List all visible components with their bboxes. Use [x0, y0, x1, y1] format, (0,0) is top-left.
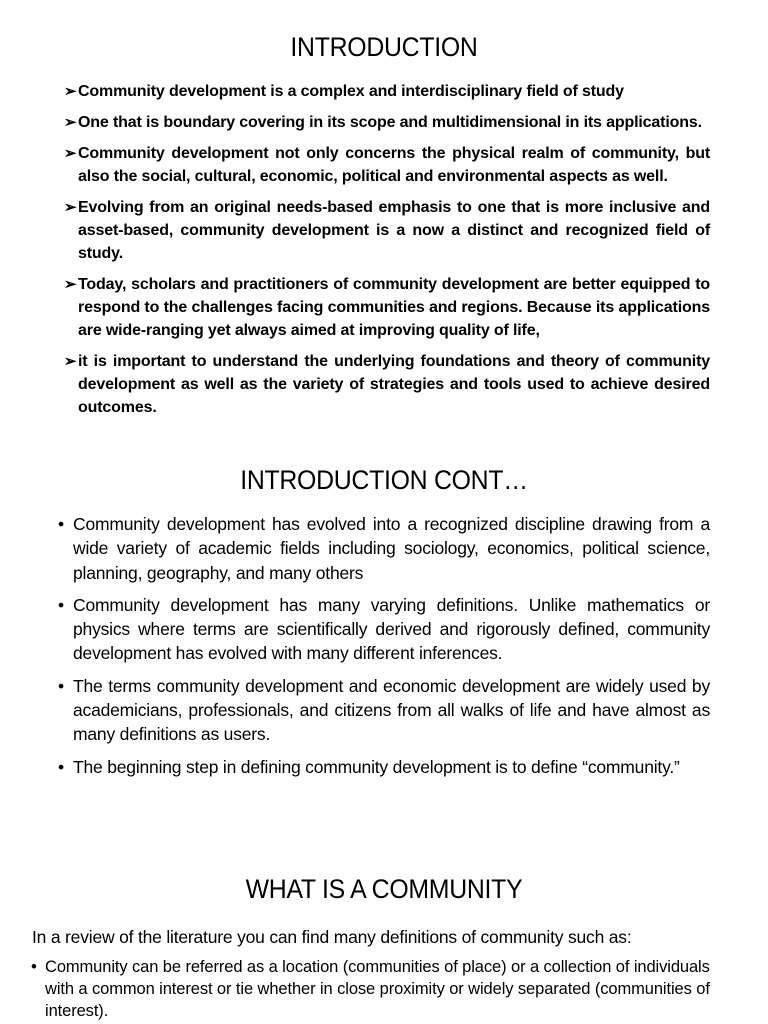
introduction-cont-list [58, 512, 710, 787]
list-item [64, 196, 710, 265]
list-item-text: The beginning step in defining community development is to define “community.” [73, 756, 680, 777]
list-item [58, 593, 710, 666]
list-item [64, 273, 710, 342]
list-item [31, 956, 723, 1022]
list-item-text: The terms community development and economic development are widely used by academicians, professionals, and citizens from all walks of life and have almost as many definitions as users. [73, 675, 710, 745]
arrow-bullet-icon: ➢ [64, 114, 77, 131]
bullet-icon: • [58, 514, 65, 534]
bullet-icon: • [58, 675, 65, 696]
section-title-what-is-a-community: WHAT IS A COMMUNITY [245, 874, 523, 904]
community-definitions-list [31, 956, 723, 1022]
list-item [64, 350, 710, 419]
list-item-text: Community development has evolved into a recognized discipline drawing from a wide variety of academic fields including sociology, economics, political science, planning, geography, and many others [73, 514, 710, 583]
introduction-list [64, 80, 710, 427]
section-title-introduction: INTRODUCTION [290, 32, 478, 62]
arrow-bullet-icon: ➢ [64, 199, 77, 216]
arrow-bullet-icon: ➢ [64, 353, 77, 370]
arrow-bullet-icon: ➢ [64, 83, 77, 100]
arrow-bullet-icon: ➢ [64, 145, 77, 162]
section-title-introduction-cont: INTRODUCTION CONT… [240, 465, 528, 495]
arrow-bullet-icon: ➢ [64, 276, 77, 293]
list-item [58, 512, 710, 585]
bullet-icon: • [31, 958, 37, 976]
list-item [64, 80, 710, 103]
list-item [64, 142, 710, 188]
bullet-icon: • [58, 756, 65, 777]
list-item [58, 674, 710, 747]
list-item-text: One that is boundary covering in its scope and multidimensional in its applications. [78, 114, 702, 131]
list-item-text: Today, scholars and practitioners of community development are better equipped to respond to the challenges facing communities and regions. Because its applications are wide-ranging yet always aimed at improving quality of life, [78, 276, 710, 339]
list-item [58, 755, 710, 779]
list-item-text: Community development has many varying definitions. Unlike mathematics or physics where terms are scientifically derived and rigorously defined, community development has evolved with many different inferences. [73, 594, 710, 664]
list-item-text: Community can be referred as a location (communities of place) or a collection of individuals with a common interest or tie whether in close proximity or widely separated (communities of interest). [45, 958, 710, 1020]
bullet-icon: • [58, 594, 65, 615]
list-item-text: Community development is a complex and interdisciplinary field of study [78, 83, 624, 100]
list-item [64, 111, 710, 134]
list-item-text: Evolving from an original needs-based emphasis to one that is more inclusive and asset-based, community development is a now a distinct and recognized field of study. [78, 199, 710, 262]
list-item-text: it is important to understand the underlying foundations and theory of community development as well as the variety of strategies and tools used to achieve desired outcomes. [78, 353, 710, 416]
list-item-text: Community development not only concerns the physical realm of community, but also the social, cultural, economic, political and environmental aspects as well. [78, 145, 710, 185]
section-intro-text: In a review of the literature you can find many definitions of community such as: [32, 927, 632, 947]
